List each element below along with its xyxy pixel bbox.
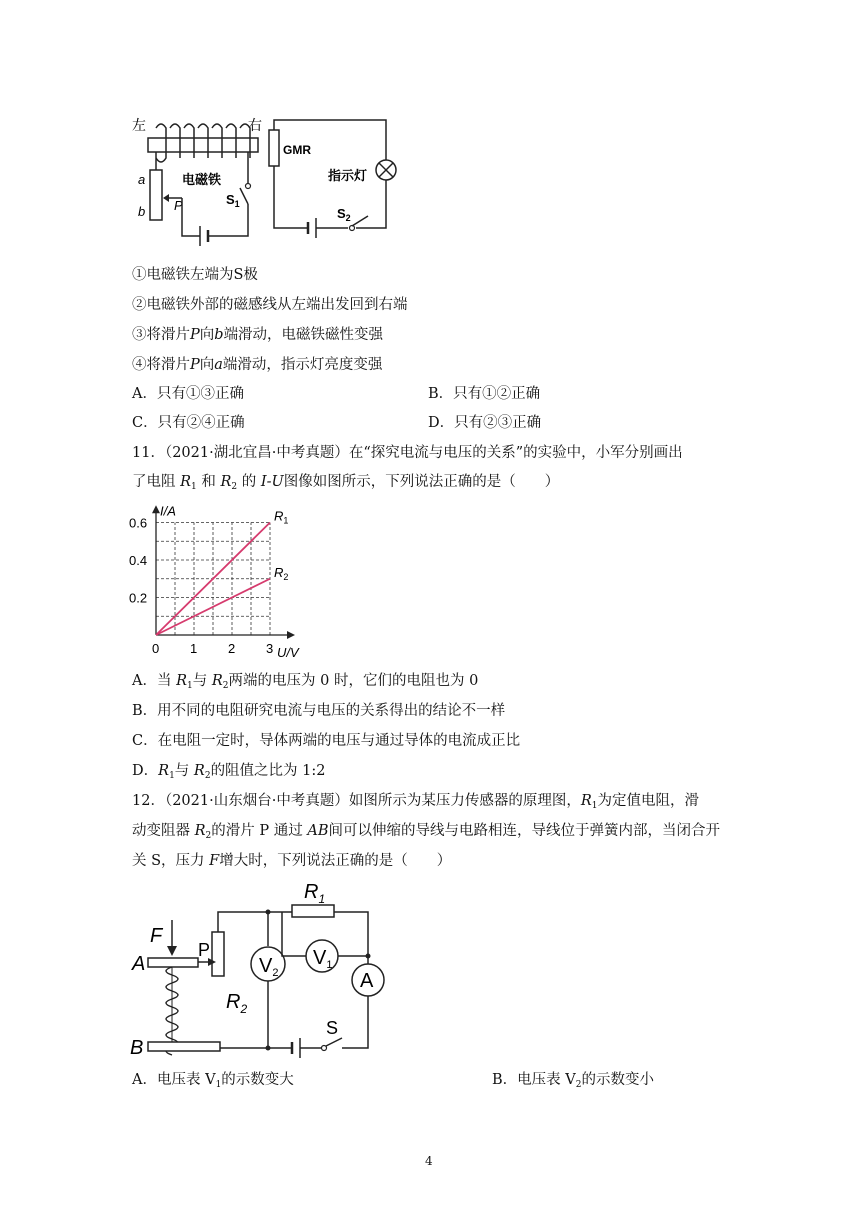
statement-3: ③将滑片P向b端滑动，电磁铁磁性变强 <box>132 327 384 343</box>
label-b: B <box>130 1037 144 1058</box>
q11-option-d[interactable]: D．$R_1$与 $R_2$的阻值之比为 1:2 <box>132 763 326 781</box>
q11-option-a[interactable]: A．当 $R_1$与 $R_2$两端的电压为 0 时，它们的电阻也为 0 <box>132 673 479 691</box>
series-label-r2: $R_2$ <box>274 564 289 582</box>
x-tick-label: 2 <box>228 641 236 656</box>
series-label-r1: $R_1$ <box>274 508 289 526</box>
iu-chart <box>128 502 318 662</box>
label-ammeter: A <box>360 970 374 992</box>
label-electromagnet: 电磁铁 <box>182 172 222 187</box>
q10-circuit-figure <box>130 112 400 257</box>
label-v2: $V_2$ <box>259 955 279 979</box>
q10-option-d[interactable]: D．只有②③正确 <box>428 415 542 431</box>
x-axis-arrow <box>287 631 295 639</box>
statement-4: ④将滑片P向a端滑动，指示灯亮度变强 <box>132 357 383 373</box>
label-gmr: GMR <box>283 143 311 157</box>
label-lamp: 指示灯 <box>328 168 368 183</box>
q11-option-c[interactable]: C．在电阻一定时，导体两端的电压与通过导体的电流成正比 <box>132 733 521 749</box>
y-axis-arrow <box>152 505 160 513</box>
q12-circuit-figure <box>128 876 388 1058</box>
y-tick-label: 0.6 <box>129 515 148 531</box>
y-axis-label: I/A <box>160 503 176 519</box>
q10-option-b[interactable]: B．只有①②正确 <box>428 386 541 402</box>
q10-option-a[interactable]: A．只有①③正确 <box>132 386 244 402</box>
label-a: a <box>138 172 146 187</box>
label-r1: $R_1$ <box>304 881 326 906</box>
label-b: b <box>138 204 146 219</box>
x-tick-label: 0 <box>152 641 160 656</box>
label-p: P <box>198 940 211 960</box>
statement-2: ②电磁铁外部的磁感线从左端出发回到右端 <box>132 297 408 313</box>
label-right: 右 <box>248 117 262 133</box>
q12-stem-line2: 动变阻器 $R_2$的滑片 P 通过 AB间可以伸缩的导线与电路相连，导线位于弹簧内部，当闭合开 <box>132 823 720 841</box>
q12-option-a[interactable]: A．电压表 $V_1$的示数变大 <box>132 1072 294 1090</box>
label-s2: $S_2$ <box>337 206 351 223</box>
label-v1: $V_1$ <box>313 947 333 971</box>
x-tick-label: 1 <box>190 641 198 656</box>
page-number: 4 <box>425 1154 433 1168</box>
y-tick-label: 0.4 <box>129 553 148 568</box>
label-left: 左 <box>132 117 146 133</box>
label-f: F <box>150 925 163 947</box>
q12-option-b[interactable]: B．电压表 $V_2$的示数变小 <box>492 1072 654 1090</box>
statement-1: ①电磁铁左端为S极 <box>132 267 258 283</box>
label-s1: $S_1$ <box>226 192 240 209</box>
y-tick-label: 0.2 <box>129 590 148 606</box>
x-axis-label: U/V <box>277 645 299 660</box>
q11-stem-line2: 了电阻 $R_1$ 和 $R_2$ 的 I-U图像如图所示，下列说法正确的是（ ） <box>132 474 560 492</box>
q11-stem-line1: 11．（2021·湖北宜昌·中考真题）在“探究电流与电压的关系”的实验中，小军分别画出 <box>132 445 683 461</box>
q12-stem-line1: 12．（2021·山东烟台·中考真题）如图所示为某压力传感器的原理图，$R_1$为定值电阻，滑 <box>132 793 699 811</box>
label-p: P <box>174 198 183 213</box>
x-tick-label: 3 <box>266 641 274 656</box>
label-a: A <box>132 953 146 975</box>
label-s: S <box>326 1018 339 1038</box>
q12-stem-line3: 关 S，压力 F增大时，下列说法正确的是（ ） <box>132 853 452 869</box>
label-r2: $R_2$ <box>226 991 248 1016</box>
q10-option-c[interactable]: C．只有②④正确 <box>132 415 245 431</box>
q11-option-b[interactable]: B．用不同的电阻研究电流与电压的关系得出的结论不一样 <box>132 703 506 719</box>
